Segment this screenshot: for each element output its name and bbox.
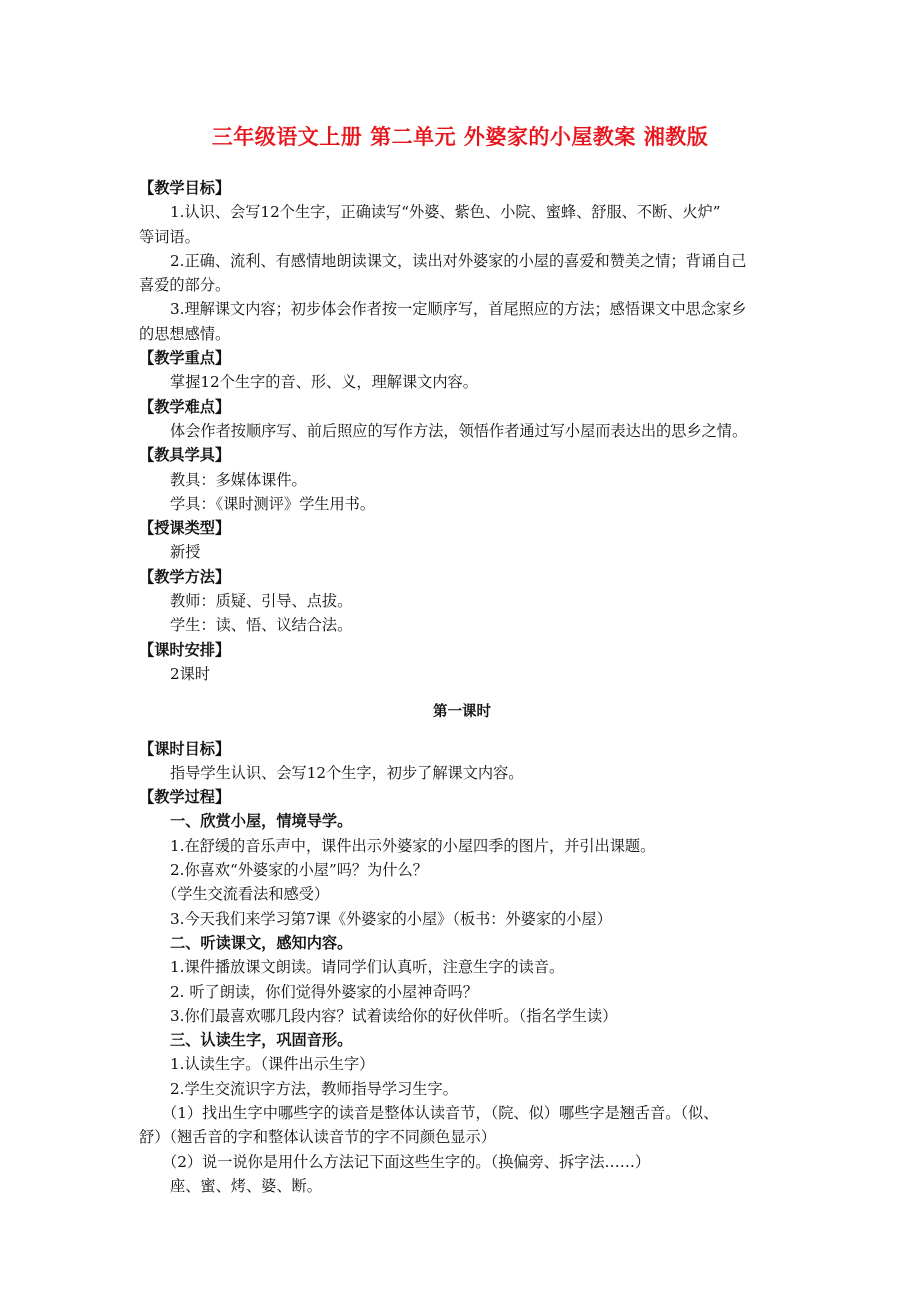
section-heading-lesson-goal: 【课时目标】 <box>139 739 231 758</box>
step-2-item-1: 1.课件播放课文朗读。请同学们认真听，注意生字的读音。 <box>170 958 565 977</box>
tools-student: 学具：《课时测评》学生用书。 <box>170 494 376 513</box>
method-student: 学生：读、悟、议结合法。 <box>170 616 353 635</box>
section-heading-goals: 【教学目标】 <box>139 179 231 197</box>
step-2-item-3: 3.你们最喜欢哪几段内容？试着读给你的好伙伴听。（指名学生读） <box>170 1006 618 1025</box>
section-heading-type: 【授课类型】 <box>139 519 231 538</box>
goal-3-line-1: 3.理解课文内容；初步体会作者按一定顺序写，首尾照应的方法；感悟课文中思念家乡 <box>170 300 747 319</box>
step-2-heading: 二、听读课文，感知内容。 <box>170 933 353 952</box>
goal-2-line-1: 2.正确、流利、有感情地朗读课文，读出对外婆家的小屋的喜爱和赞美之情；背诵自己 <box>170 251 747 270</box>
section-heading-schedule: 【课时安排】 <box>139 640 231 659</box>
document-title: 三年级语文上册 第二单元 外婆家的小屋教案 湘教版 <box>211 124 709 149</box>
step-3-heading: 三、认读生字，巩固音形。 <box>170 1031 353 1050</box>
step-1-item-3: 3.今天我们来学习第7课《外婆家的小屋》（板书：外婆家的小屋） <box>170 909 612 928</box>
section-heading-process: 【教学过程】 <box>139 788 231 807</box>
lesson-1-title: 第一课时 <box>433 703 491 721</box>
step-1-item-1: 1.在舒缓的音乐声中，课件出示外婆家的小屋四季的图片，并引出课题。 <box>170 836 656 855</box>
section-heading-difficulty: 【教学难点】 <box>139 397 231 416</box>
step-3-sub-1-line-2: 舒）（翘舌音的字和整体认读音节的字不同颜色显示） <box>139 1128 496 1147</box>
key-text: 掌握12个生字的音、形、义，理解课文内容。 <box>170 373 478 392</box>
step-3-item-1: 1.认读生字。（课件出示生字） <box>170 1055 375 1074</box>
step-1-note: （学生交流看法和感受） <box>162 885 330 904</box>
step-1-heading: 一、欣赏小屋，情境导学。 <box>170 812 353 831</box>
step-3-characters: 座、蜜、烤、婆、断。 <box>170 1176 322 1195</box>
step-3-sub-1-line-1: （1）找出生字中哪些字的读音是整体认读音节，（院、似）哪些字是翘舌音。（似、 <box>162 1103 719 1122</box>
difficulty-text: 体会作者按顺序写、前后照应的写作方法，领悟作者通过写小屋而表达出的思乡之情。 <box>170 421 748 440</box>
document-body <box>139 176 785 1198</box>
step-3-sub-2: （2）说一说你是用什么方法记下面这些生字的。（换偏旁、拆字法……） <box>162 1152 651 1171</box>
step-2-item-2: 2. 听了朗读，你们觉得外婆家的小屋神奇吗？ <box>170 982 478 1001</box>
goal-3-line-2: 的思想感情。 <box>139 324 231 343</box>
step-3-item-2: 2.学生交流识字方法，教师指导学习生字。 <box>170 1079 458 1098</box>
goal-1-line-1: 1.认识、会写12个生字，正确读写“外婆、紫色、小院、蜜蜂、舒服、不断、火炉” <box>170 203 721 222</box>
step-1-item-2: 2.你喜欢“外婆家的小屋”吗？为什么？ <box>170 861 428 880</box>
tools-teacher: 教具：多媒体课件。 <box>170 470 307 489</box>
lesson-goal-text: 指导学生认识、会写12个生字，初步了解课文内容。 <box>170 763 524 782</box>
type-text: 新授 <box>170 543 201 562</box>
section-heading-tools: 【教具学具】 <box>139 446 231 465</box>
schedule-text: 2课时 <box>170 664 211 683</box>
section-heading-key: 【教学重点】 <box>139 349 231 368</box>
goal-1-line-2: 等词语。 <box>139 227 200 246</box>
section-heading-method: 【教学方法】 <box>139 567 231 586</box>
goal-2-line-2: 喜爱的部分。 <box>139 276 231 295</box>
method-teacher: 教师：质疑、引导、点拔。 <box>170 592 353 611</box>
